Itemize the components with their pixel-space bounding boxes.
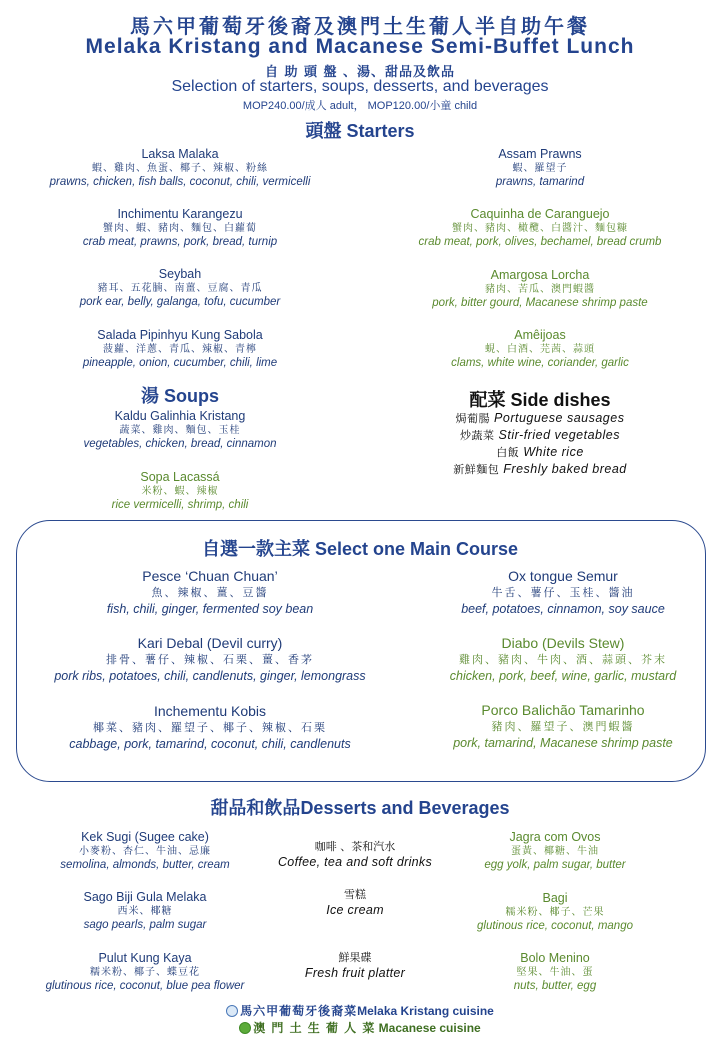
main-course-item[interactable]: Pesce ‘Chuan Chuan’ 魚、辣椒、薑、豆醬 fish, chili, ginger, fermented soy bean <box>106 568 314 616</box>
subtitle-english: Selection of starters, soups, desserts, and beverages <box>171 78 549 95</box>
side-dishes-heading: 配菜 Side dishes <box>469 390 611 411</box>
green-circle-icon <box>239 1022 251 1034</box>
starter-item: Laksa Malaka 蝦、雞肉、魚蛋、椰子、辣椒、粉絲 prawns, chicken, fish balls, coconut, chili, vermicelli <box>49 147 311 189</box>
starter-item: Salada Pipinhyu Kung Sabola 菠蘿、洋蔥、青瓜、辣椒、青檸 pineapple, onion, cucumber, chili, lime <box>82 328 278 370</box>
main-course-heading: 自選一款主菜 Select one Main Course <box>201 539 519 560</box>
desserts-heading: 甜品和飲品Desserts and Beverages <box>210 798 510 819</box>
main-course-item[interactable]: Diabo (Devils Stew) 雞肉、豬肉、牛肉、酒、蒜頭、芥末 chicken, pork, beef, wine, garlic, mustard <box>449 635 677 683</box>
blue-circle-icon <box>226 1005 238 1017</box>
dessert-item: 鮮果碟 Fresh fruit platter <box>304 951 406 981</box>
beverage-item: 咖啡 、茶和汽水 Coffee, tea and soft drinks <box>277 840 433 870</box>
main-course-item[interactable]: Porco Balichão Tamarinho 豬肉、羅望子、澳門蝦醬 pork, tamarind, Macanese shrimp paste <box>453 702 673 750</box>
legend-kristang: 馬六甲葡萄牙後裔菜Melaka Kristang cuisine <box>0 1002 720 1019</box>
dessert-item: Sago Biji Gula Melaka 西米、椰糖 sago pearls, palm sugar <box>83 890 207 932</box>
dessert-item: Pulut Kung Kaya 糯米粉、椰子、蝶豆花 glutinous rice, coconut, blue pea flower <box>45 951 245 993</box>
soup-item: Kaldu Galinhia Kristang 蔬菜、雞肉、麵包、玉桂 vegetables, chicken, bread, cinnamon <box>83 409 277 451</box>
title-chinese: 馬六甲葡萄牙後裔及澳門土生葡人半自助午餐 <box>130 14 590 38</box>
soup-item: Sopa Lacassá 米粉、蝦、辣椒 rice vermicelli, shrimp, chili <box>111 470 249 512</box>
title-english: Melaka Kristang and Macanese Semi-Buffet Lunch <box>85 35 635 58</box>
starter-item: Assam Prawns 蝦、羅望子 prawns, tamarind <box>495 147 585 189</box>
dessert-item: Jagra com Ovos 蛋黃、椰糖、牛油 egg yolk, palm sugar, butter <box>484 830 626 872</box>
side-dishes-list <box>400 410 680 478</box>
side-dish-item: 炒蔬菜 Stir-fried vegetables <box>460 428 620 442</box>
side-dish-item: 焗葡腸 Portuguese sausages <box>455 411 625 425</box>
side-dish-item: 新鮮麵包 Freshly baked bread <box>453 462 627 476</box>
dessert-item: Bolo Menino 堅果、牛油、蛋 nuts, butter, egg <box>513 951 597 993</box>
main-course-item[interactable]: Ox tongue Semur 牛舌、薯仔、玉桂、醬油 beef, potatoes, cinnamon, soy sauce <box>461 568 665 616</box>
starter-item: Amargosa Lorcha 豬肉、苦瓜、澳門蝦醬 pork, bitter gourd, Macanese shrimp paste <box>432 268 648 310</box>
main-course-item[interactable]: Inchementu Kobis 椰菜、豬肉、羅望子、椰子、辣椒、石栗 cabbage, pork, tamarind, coconut, chili, candlenuts <box>69 703 351 751</box>
starters-heading: 頭盤 Starters <box>305 121 415 142</box>
subtitle-chinese: 自 助 頭 盤 、湯、甜品及飲品 <box>264 65 456 80</box>
price-line: MOP240.00/成人 adult， MOP120.00/小童 child <box>242 100 478 112</box>
dessert-item: 雪糕 Ice cream <box>326 888 384 918</box>
legend-macanese: 澳 門 土 生 葡 人 菜 Macanese cuisine <box>0 1019 720 1036</box>
dessert-item: Kek Sugi (Sugee cake) 小麥粉、杏仁、牛油、忌廉 semolina, almonds, butter, cream <box>60 830 230 872</box>
starter-item: Seybah 豬耳、五花腩、南薑、豆腐、青瓜 pork ear, belly, galanga, tofu, cucumber <box>79 267 281 309</box>
main-course-item[interactable]: Kari Debal (Devil curry) 排骨、薯仔、辣椒、石栗、薑、香茅 pork ribs, potatoes, chili, candlenuts, ginger, lemongrass <box>54 635 366 683</box>
starter-item: Amêijoas 蜆、白酒、芫茜、蒜頭 clams, white wine, coriander, garlic <box>451 328 629 370</box>
starter-item: Caquinha de Caranguejo 蟹肉、豬肉、橄欖、白醬汁、麵包糠 crab meat, pork, olives, bechamel, bread crumb <box>418 207 662 249</box>
side-dish-item: 白飯 White rice <box>496 445 584 459</box>
starter-item: Inchimentu Karangezu 蟹肉、蝦、豬肉、麵包、白蘿蔔 crab meat, prawns, pork, bread, turnip <box>82 207 278 249</box>
soups-heading: 湯 Soups <box>140 386 220 407</box>
dessert-item: Bagi 糯米粉、椰子、芒果 glutinous rice, coconut, mango <box>477 891 633 933</box>
